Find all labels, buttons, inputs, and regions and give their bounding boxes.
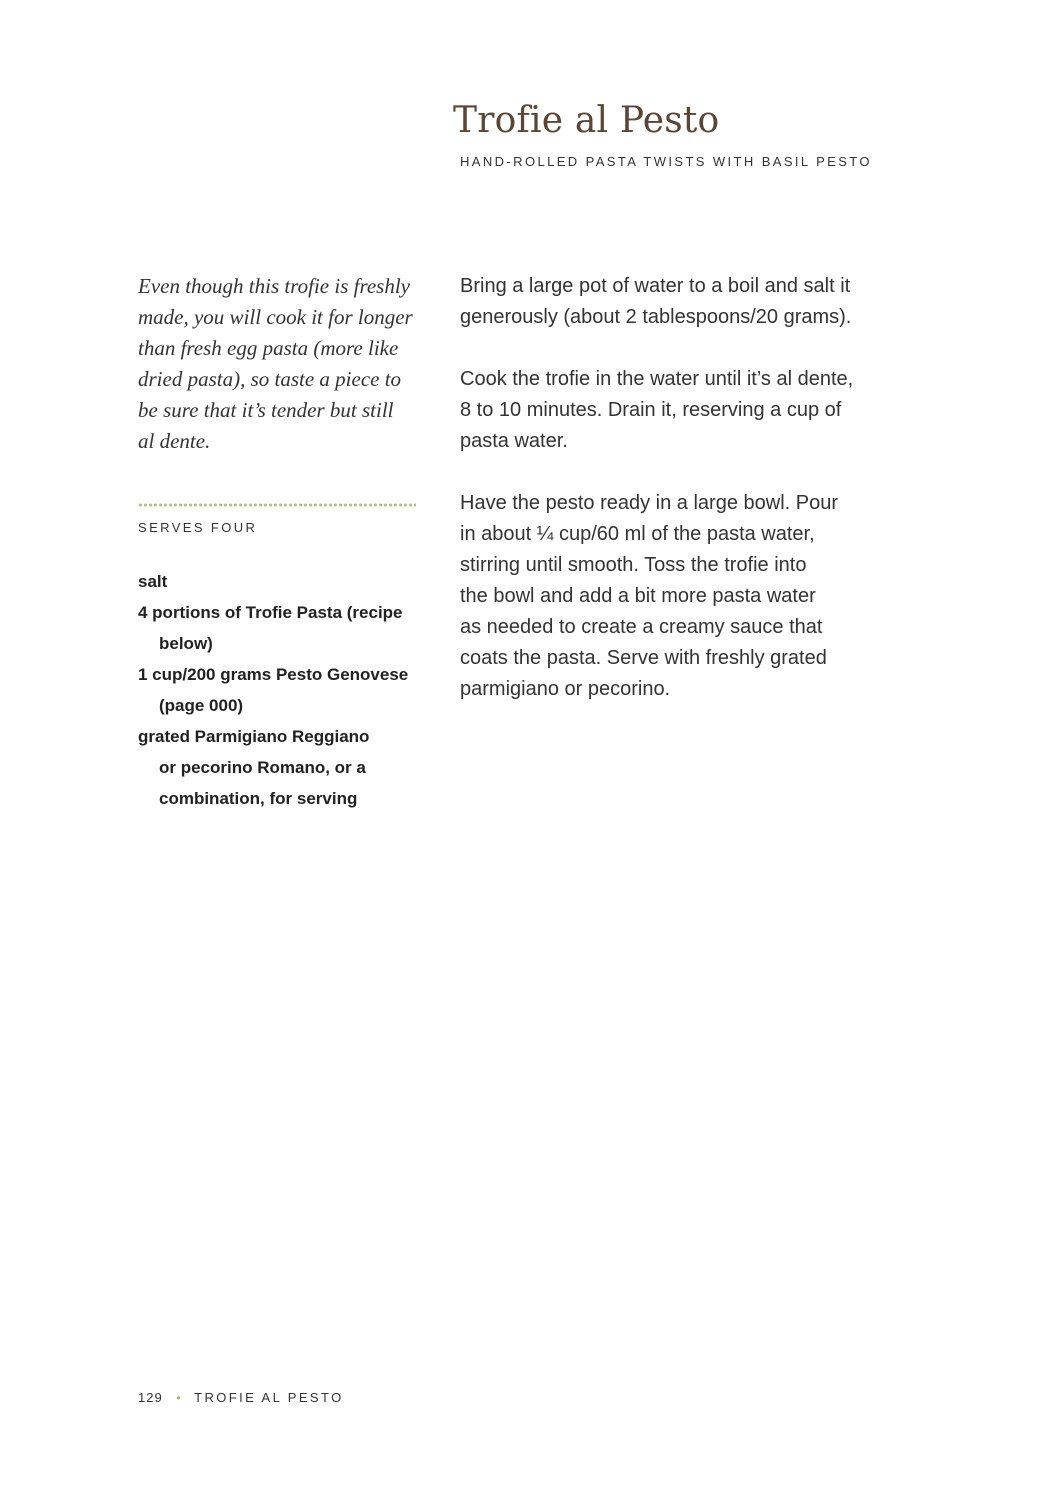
serves-label: SERVES FOUR: [138, 520, 258, 535]
headnote-line: than fresh egg pasta (more like: [138, 336, 399, 360]
method-paragraph: [460, 271, 930, 333]
method-line: the bowl and add a bit more pasta water: [460, 585, 816, 607]
dotted-divider: [138, 503, 416, 507]
ingredient-item: [138, 659, 438, 721]
ingredient-line: salt: [138, 572, 168, 591]
method-line: 8 to 10 minutes. Drain it, reserving a cup of: [460, 399, 842, 421]
headnote-line: made, you will cook it for longer: [138, 305, 413, 329]
ingredient-line: 4 portions of Trofie Pasta (recipe: [138, 603, 403, 622]
ingredient-line: combination, for serving: [159, 789, 358, 808]
headnote-line: be sure that it’s tender but still: [138, 398, 394, 422]
ingredient-line: (page 000): [159, 696, 244, 715]
headnote-line: al dente.: [138, 429, 211, 453]
footer-bullet-icon: •: [176, 1391, 181, 1405]
method-paragraph: [460, 488, 930, 705]
recipe-subtitle: HAND-ROLLED PASTA TWISTS WITH BASIL PESTO: [460, 154, 872, 169]
method-line: Have the pesto ready in a large bowl. Pour: [460, 492, 838, 514]
method-line: stirring until smooth. Toss the trofie into: [460, 554, 807, 576]
method-line: parmigiano or pecorino.: [460, 678, 671, 700]
method-line: coats the pasta. Serve with freshly grated: [460, 647, 827, 669]
headnote-line: Even though this trofie is freshly: [138, 274, 410, 298]
headnote: [138, 271, 438, 457]
ingredient-item: [138, 566, 438, 597]
ingredient-item: [138, 721, 438, 814]
ingredient-line: below): [159, 634, 213, 653]
method-paragraph: [460, 364, 930, 457]
recipe-title: Trofie al Pesto: [453, 100, 720, 141]
method-line: in about ¼ cup/60 ml of the pasta water,: [460, 523, 815, 545]
method-line: Bring a large pot of water to a boil and salt it: [460, 275, 851, 297]
headnote-line: dried pasta), so taste a piece to: [138, 367, 402, 391]
ingredient-line: or pecorino Romano, or a: [159, 758, 366, 777]
ingredient-line: 1 cup/200 grams Pesto Genovese: [138, 665, 409, 684]
ingredient-line: grated Parmigiano Reggiano: [138, 727, 370, 746]
ingredient-item: [138, 597, 438, 659]
method-line: as needed to create a creamy sauce that: [460, 616, 823, 638]
page-number: 129: [138, 1390, 163, 1405]
method-line: Cook the trofie in the water until it’s al dente,: [460, 368, 854, 390]
ingredient-list: [138, 566, 438, 814]
method-line: pasta water.: [460, 430, 568, 452]
method-line: generously (about 2 tablespoons/20 grams).: [460, 306, 852, 328]
method-instructions: [460, 271, 930, 736]
page-footer: [138, 1390, 344, 1405]
running-head: TROFIE AL PESTO: [194, 1390, 344, 1405]
